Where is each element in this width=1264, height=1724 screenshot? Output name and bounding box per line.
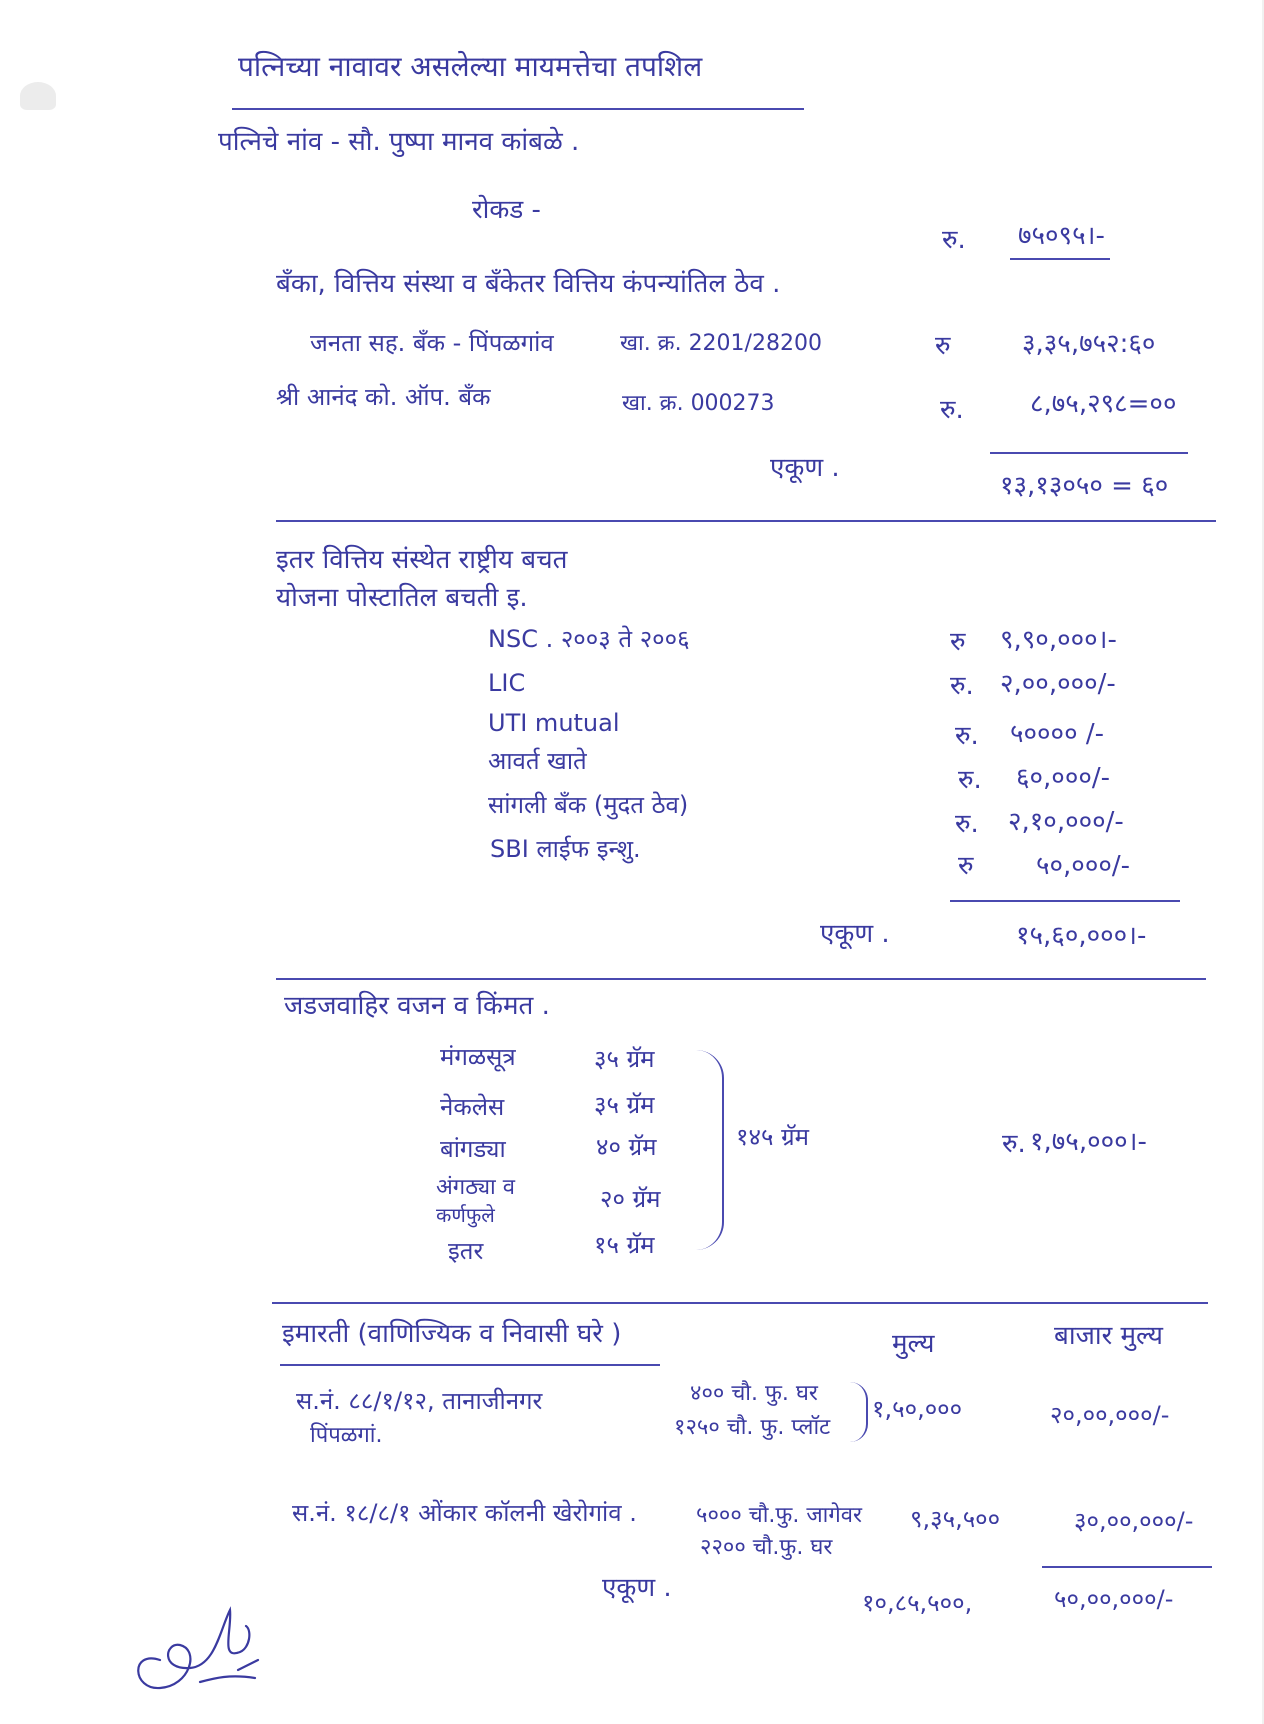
building-row-1-value: १,५०,००० bbox=[872, 1395, 963, 1423]
jewel-currency: रु. bbox=[1002, 1129, 1026, 1159]
building-total-rule bbox=[1042, 1566, 1212, 1568]
jewel-total-weight: १४५ ग्रॅम bbox=[736, 1123, 809, 1151]
building-row-2-area: ५००० चौ.फु. जागेवर bbox=[696, 1503, 863, 1528]
investment-row-5-currency: रु. bbox=[955, 809, 979, 839]
investment-row-3-currency: रु. bbox=[955, 721, 979, 751]
investment-row-5-name: सांगली बँक (मुदत ठेव) bbox=[488, 791, 689, 819]
building-total-market: ५०,००,०००/- bbox=[1054, 1585, 1174, 1613]
bank-row-2-acct: खा. क्र. 000273 bbox=[622, 391, 775, 416]
investment-total-rule bbox=[950, 900, 1180, 902]
bank-total-amount: १३,१३०५० = ६० bbox=[1000, 471, 1169, 501]
jewel-item-4-name: अंगठ्या व bbox=[436, 1175, 515, 1200]
bank-total-rule bbox=[990, 452, 1188, 454]
cash-currency: रु. bbox=[942, 225, 966, 255]
bank-row-1-currency: रु bbox=[935, 331, 951, 361]
investment-row-2-name: LIC bbox=[488, 669, 526, 697]
investment-row-3-amount: ५०००० /- bbox=[1010, 719, 1105, 749]
building-row-1-area: ४०० चौ. फु. घर bbox=[690, 1381, 818, 1406]
title-underline bbox=[232, 108, 804, 110]
investment-row-6-currency: रु bbox=[958, 851, 974, 881]
jewel-item-5-name: कर्णफुले bbox=[436, 1203, 495, 1227]
jewel-item-2-weight: ३५ ग्रॅम bbox=[594, 1091, 655, 1119]
building-row-1-market: २०,००,०००/- bbox=[1050, 1401, 1170, 1429]
section-divider-3 bbox=[272, 1302, 1208, 1304]
jewel-item-1-name: मंगळसूत्र bbox=[440, 1043, 516, 1071]
building-row-1-area-line2: १२५० चौ. फु. प्लॉट bbox=[674, 1415, 831, 1440]
investment-total-label: एकूण . bbox=[820, 919, 890, 949]
bank-total-label: एकूण . bbox=[770, 453, 840, 483]
investment-row-2-currency: रु. bbox=[950, 671, 974, 701]
building-row-2-location: स.नं. १८/८/१ ओंकार कॉलनी खेरोगांव . bbox=[292, 1499, 637, 1527]
bank-row-2-name: श्री आनंद को. ऑप. बँक bbox=[276, 383, 491, 411]
jewel-item-4-weight: २० ग्रॅम bbox=[600, 1185, 661, 1213]
investment-row-6-amount: ५०,०००/- bbox=[1036, 851, 1131, 881]
building-heading: इमारती (वाणिज्यिक व निवासी घरे ) bbox=[282, 1319, 622, 1349]
cash-amount: ७५०९५।- bbox=[1018, 221, 1105, 251]
building-total-value: १०,८५,५००, bbox=[862, 1589, 973, 1617]
section-divider-1 bbox=[276, 520, 1216, 522]
building-row-1-location-line2: पिंपळगां. bbox=[310, 1423, 383, 1448]
bank-row-1-acct: खा. क्र. 2201/28200 bbox=[620, 331, 822, 356]
jewel-item-3-weight: ४० ग्रॅम bbox=[596, 1133, 657, 1161]
investment-row-4-amount: ६०,०००/- bbox=[1016, 763, 1111, 793]
cash-underline bbox=[1010, 258, 1110, 260]
building-total-label: एकूण . bbox=[602, 1573, 672, 1603]
building-row-2-market: ३०,००,०००/- bbox=[1074, 1507, 1194, 1535]
investment-row-1-currency: रु bbox=[950, 627, 966, 657]
cash-label: रोकड - bbox=[472, 195, 541, 225]
investment-row-5-amount: २,१०,०००/- bbox=[1008, 807, 1124, 837]
building-row-2-area-line2: २२०० चौ.फु. घर bbox=[700, 1535, 833, 1560]
investment-row-2-amount: २,००,०००/- bbox=[1000, 669, 1116, 699]
building-row-2-value: ९,३५,५०० bbox=[910, 1505, 1001, 1533]
investment-heading-line1: इतर वित्तिय संस्थेत राष्ट्रीय बचत bbox=[276, 545, 568, 575]
building-row-1-brace bbox=[850, 1382, 868, 1442]
bank-heading: बँका, वित्तिय संस्था व बँकेतर वित्तिय कंपन्यांतिल ठेव . bbox=[276, 269, 781, 299]
building-col-value: मुल्य bbox=[892, 1329, 935, 1359]
jewel-item-3-name: बांगड्या bbox=[440, 1135, 506, 1163]
bank-row-2-currency: रु. bbox=[940, 395, 964, 425]
building-heading-underline bbox=[280, 1364, 660, 1366]
jewel-item-2-name: नेकलेस bbox=[440, 1093, 505, 1121]
investment-total-amount: १५,६०,०००।- bbox=[1016, 921, 1147, 951]
investment-row-3-name: UTI mutual bbox=[488, 709, 620, 737]
wife-name-line: पत्निचे नांव - सौ. पुष्पा मानव कांबळे . bbox=[218, 127, 580, 157]
jewel-heading: जडजवाहिर वजन व किंमत . bbox=[284, 991, 550, 1021]
bank-row-1-name: जनता सह. बँक - पिंपळगांव bbox=[310, 329, 554, 357]
jewel-amount: १,७५,०००।- bbox=[1030, 1127, 1147, 1157]
section-divider-2 bbox=[276, 978, 1206, 980]
bank-row-2-amount: ८,७५,२९८=०० bbox=[1030, 389, 1177, 419]
jewel-brace bbox=[696, 1050, 724, 1250]
investment-row-1-amount: ९,९०,०००।- bbox=[1000, 625, 1117, 655]
jewel-item-6-name: इतर bbox=[448, 1237, 484, 1265]
investment-row-6-name: SBI लाईफ इन्शु. bbox=[490, 835, 641, 863]
jewel-item-6-weight: १५ ग्रॅम bbox=[594, 1231, 655, 1259]
scan-artifact bbox=[20, 82, 56, 110]
investment-row-4-currency: रु. bbox=[958, 765, 982, 795]
page-title: पत्निच्या नावावर असलेल्या मायमत्तेचा तपशिल bbox=[238, 50, 703, 83]
signature-mark bbox=[120, 1590, 270, 1700]
building-col-market: बाजार मुल्य bbox=[1054, 1321, 1164, 1351]
bank-row-1-amount: ३,३५,७५२:६० bbox=[1022, 329, 1156, 359]
investment-row-1-name: NSC . २००३ ते २००६ bbox=[488, 625, 690, 653]
investment-heading-line2: योजना पोस्टातिल बचती इ. bbox=[276, 583, 528, 613]
investment-row-4-name: आवर्त खाते bbox=[488, 747, 587, 775]
building-row-1-location: स.नं. ८८/१/१२, तानाजीनगर bbox=[296, 1387, 543, 1415]
jewel-item-1-weight: ३५ ग्रॅम bbox=[594, 1045, 655, 1073]
